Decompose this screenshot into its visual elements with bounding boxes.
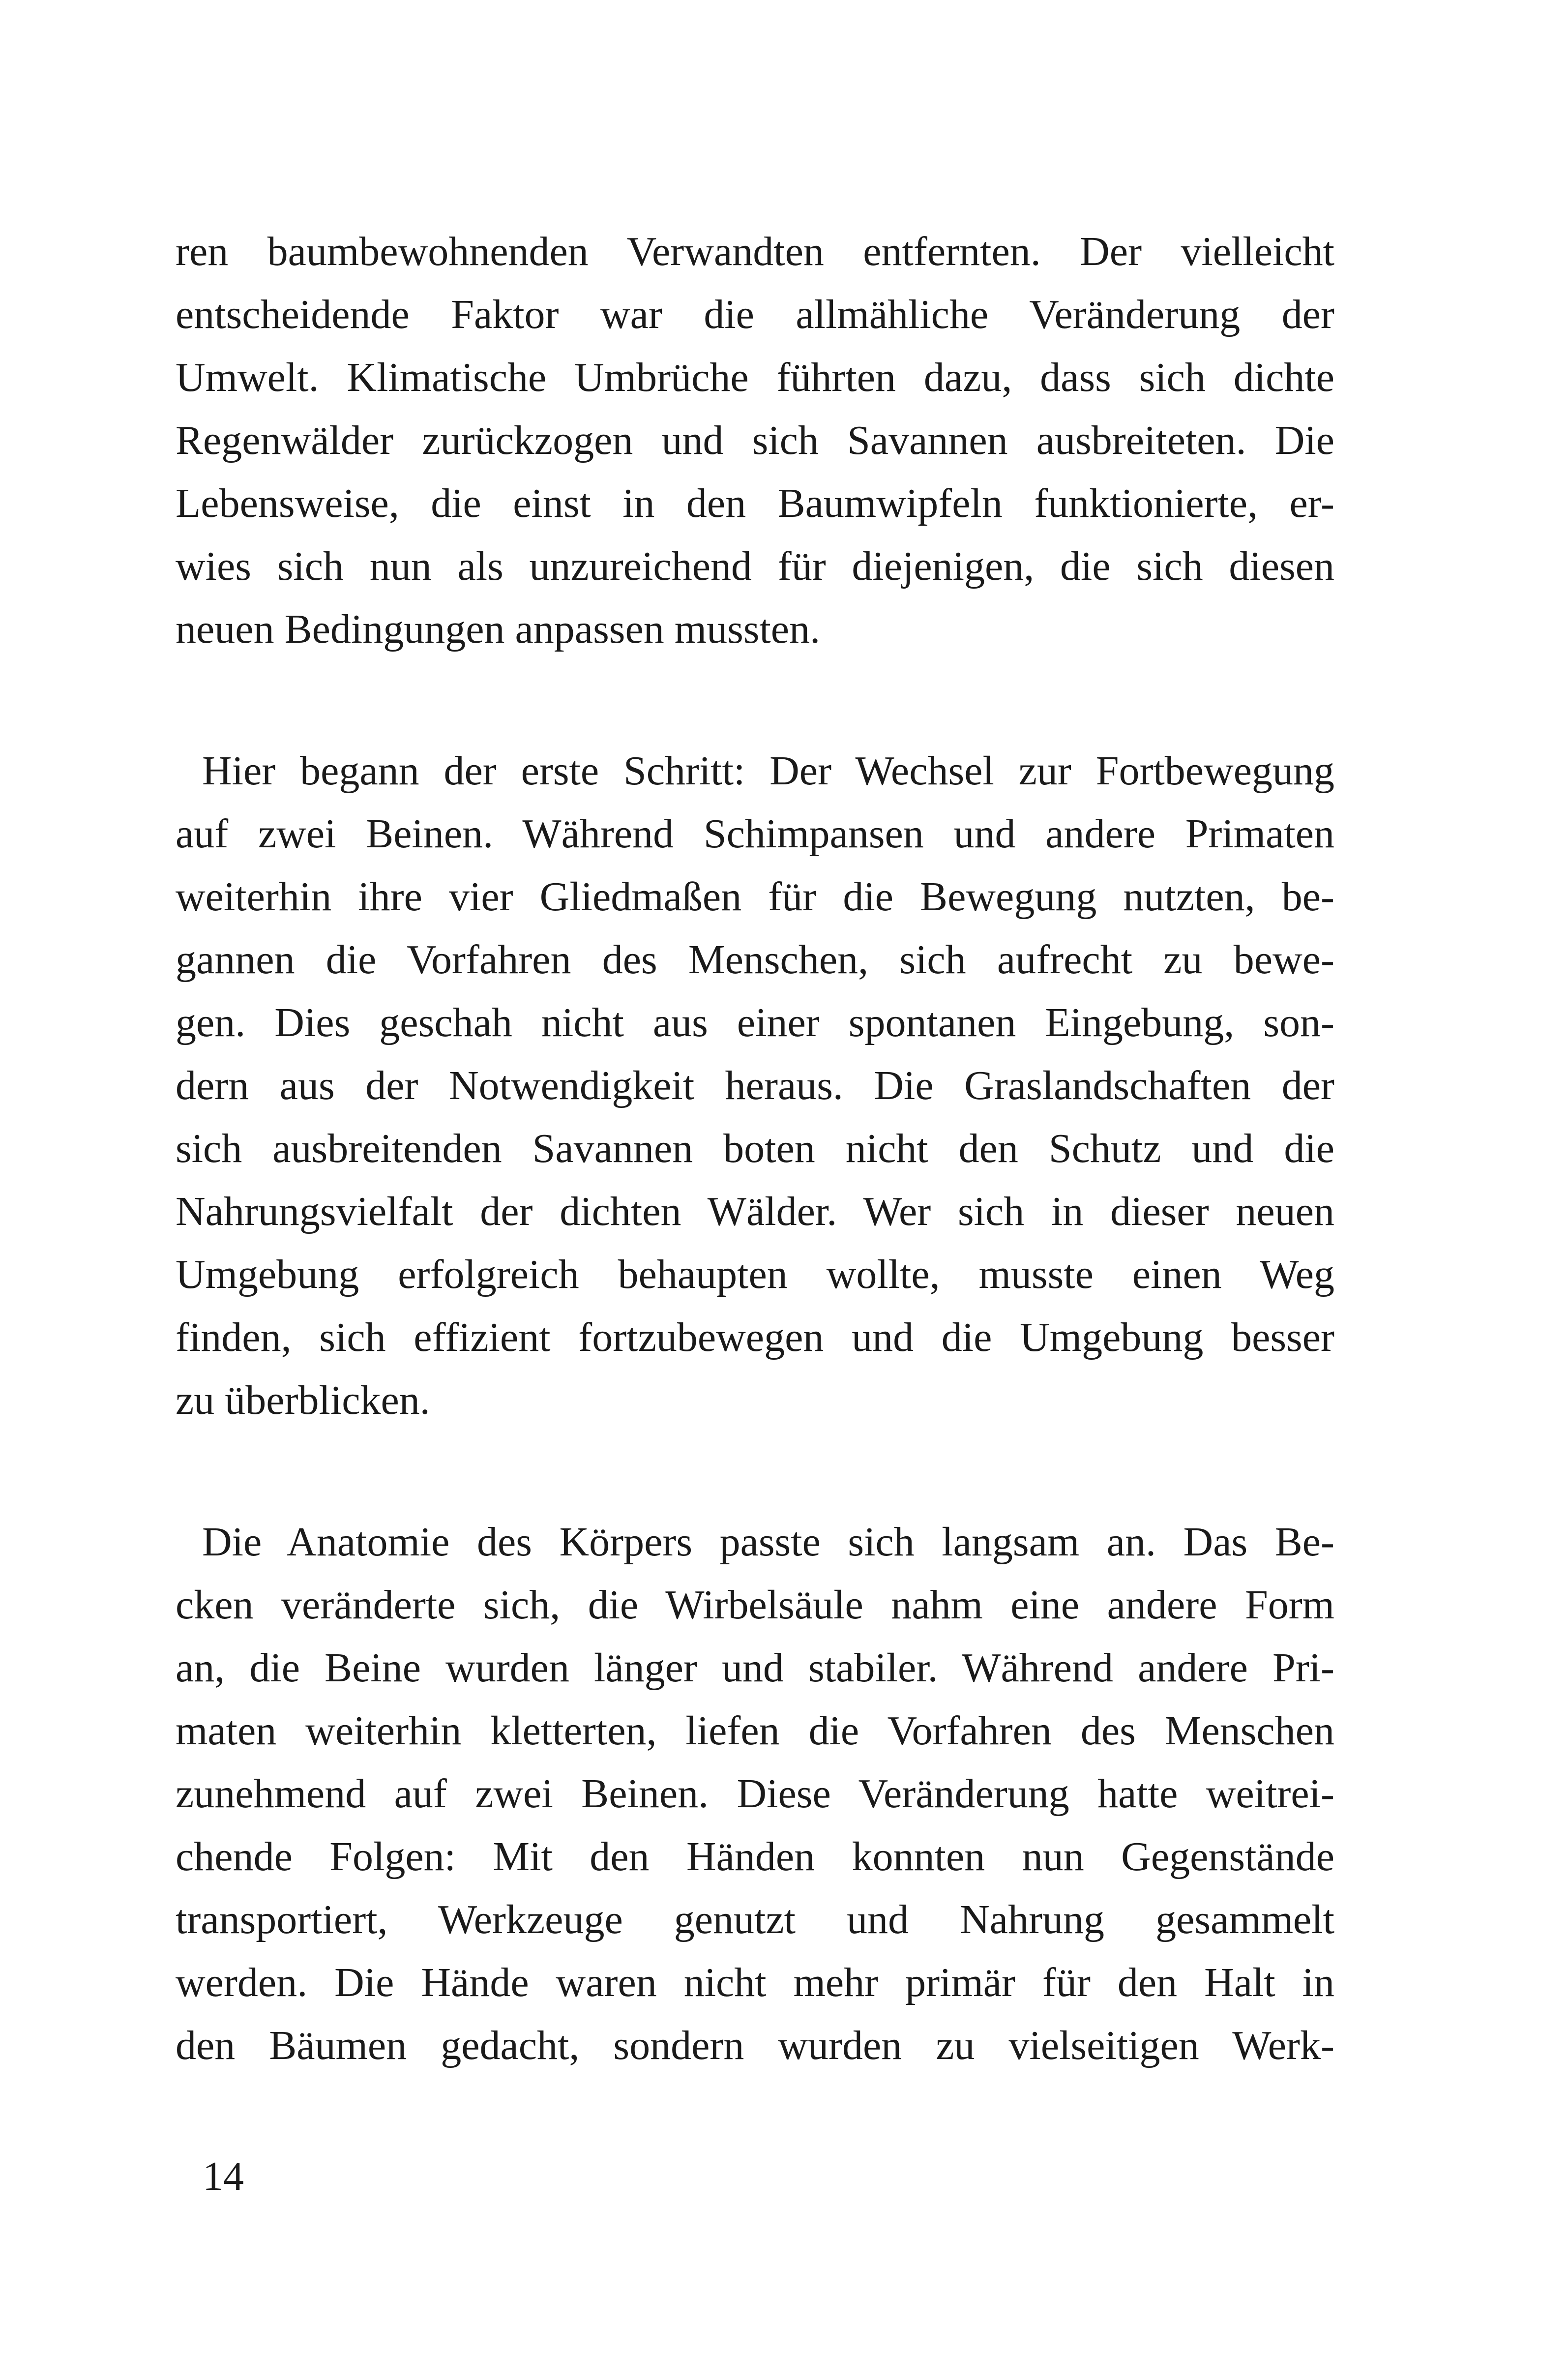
paragraph-2-line: gannen die Vorfahren des Menschen, sich aufrecht zu bewe-: [176, 937, 1334, 983]
paragraph-2-line: sich ausbreitenden Savannen boten nicht den Schutz und die: [176, 1126, 1334, 1171]
paragraph-3-line: maten weiterhin kletterten, liefen die Vorfahren des Menschen: [176, 1708, 1334, 1754]
paragraph-1-line: Regenwälder zurückzogen und sich Savannen ausbreiteten. Die: [176, 418, 1334, 463]
paragraph-1-line: neuen Bedingungen anpassen mussten.: [176, 606, 821, 652]
body-text: [176, 220, 1334, 2077]
paragraph-1-line: Lebensweise, die einst in den Baumwipfeln funktionierte, er-: [176, 480, 1334, 526]
paragraph-1-line: ren baumbewohnenden Verwandten entfernten. Der vielleicht: [176, 229, 1334, 274]
paragraph-2-line: Nahrungsvielfalt der dichten Wälder. Wer sich in dieser neuen: [176, 1189, 1334, 1234]
paragraph-2-line: Hier begann der erste Schritt: Der Wechsel zur Fortbewegung: [202, 748, 1334, 794]
paragraph-3-line: transportiert, Werkzeuge genutzt und Nahrung gesammelt: [176, 1897, 1334, 1942]
paragraph-2-line: Umgebung erfolgreich behaupten wollte, musste einen Weg: [176, 1252, 1334, 1297]
paragraph-gap: [176, 1432, 1334, 1511]
paragraph-3-line: zunehmend auf zwei Beinen. Diese Veränderung hatte weitrei-: [176, 1771, 1334, 1817]
paragraph-3-line: werden. Die Hände waren nicht mehr primär für den Halt in: [176, 1960, 1334, 2005]
paragraph-3-line: Die Anatomie des Körpers passte sich langsam an. Das Be-: [202, 1519, 1334, 1565]
paragraph-2-line: dern aus der Notwendigkeit heraus. Die Graslandschaften der: [176, 1063, 1334, 1108]
paragraph-2-line: finden, sich effizient fortzubewegen und die Umgebung besser: [176, 1314, 1334, 1360]
page-number: 14: [203, 2153, 244, 2199]
paragraph-3-line: chende Folgen: Mit den Händen konnten nun Gegenstände: [176, 1834, 1334, 1880]
paragraph-2-line: zu überblicken.: [176, 1377, 430, 1423]
paragraph-2-line: auf zwei Beinen. Während Schimpansen und andere Primaten: [176, 811, 1334, 857]
paragraph-3-line: an, die Beine wurden länger und stabiler. Während andere Pri-: [176, 1645, 1334, 1691]
paragraph-3-line: cken veränderte sich, die Wirbelsäule nahm eine andere Form: [176, 1582, 1334, 1628]
paragraph-3-line: den Bäumen gedacht, sondern wurden zu vielseitigen Werk-: [176, 2023, 1334, 2068]
paragraph-2-line: weiterhin ihre vier Gliedmaßen für die Bewegung nutzten, be-: [176, 874, 1334, 920]
paragraph-1-line: Umwelt. Klimatische Umbrüche führten dazu, dass sich dichte: [176, 355, 1334, 400]
paragraph-2-line: gen. Dies geschah nicht aus einer spontanen Eingebung, son-: [176, 1000, 1334, 1045]
paragraph-gap: [176, 661, 1334, 740]
paragraph-1-line: wies sich nun als unzureichend für diejenigen, die sich diesen: [176, 543, 1334, 589]
paragraph-1-line: entscheidende Faktor war die allmähliche Veränderung der: [176, 292, 1334, 337]
